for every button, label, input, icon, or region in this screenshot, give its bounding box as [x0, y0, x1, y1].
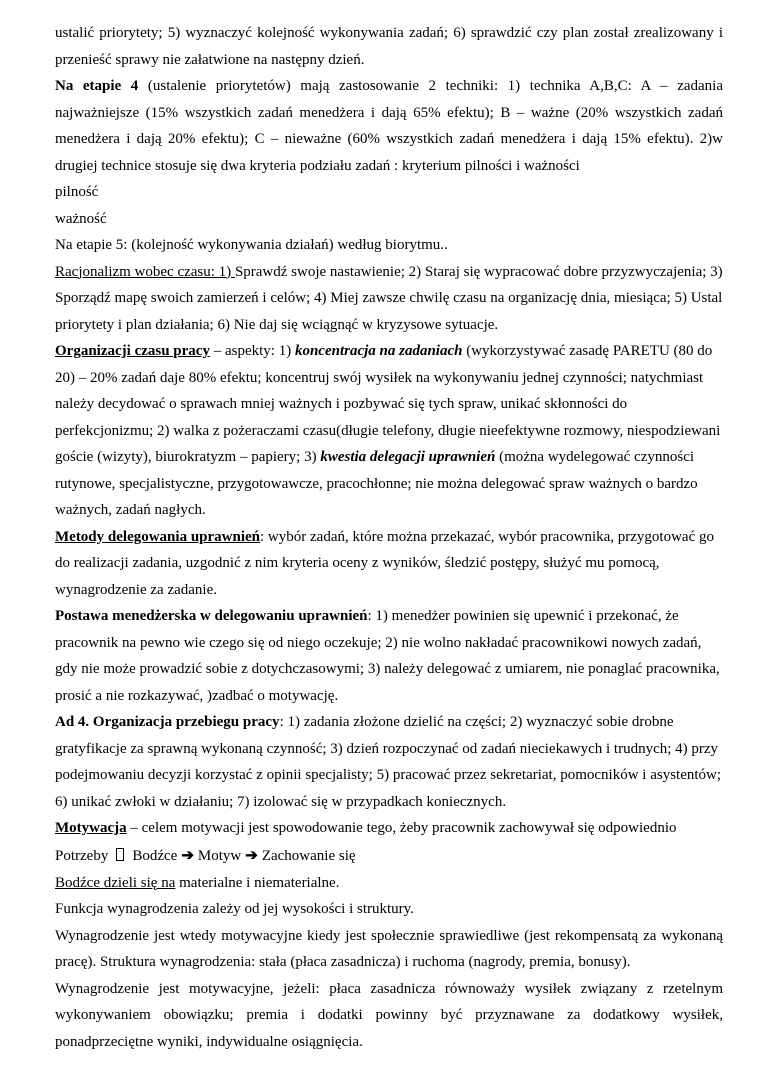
paragraph-managerial-attitude	[55, 603, 723, 709]
right-arrow-icon: ➔	[245, 847, 258, 864]
paragraph-time-rationalism	[55, 259, 723, 339]
stage-4-heading: Na etapie 4	[55, 78, 139, 94]
paragraph-delegation-methods	[55, 524, 723, 604]
paragraph-text: : 1) zadania złożone dzielić na części; 2) wyznaczyć sobie drobne gratyfikacje za sprawną wykonaną czynność; 3) dzień rozpoczynać od zadań nieciekawych i trudnych; 4) przy podejmowaniu decyzji korzystać z opinii specjalisty; 5) pracować przez sekretariat, pomocników i asystentów; 6) unikać zwłoki w działaniu; 7) izolować się w przypadkach koniecznych.	[55, 714, 722, 810]
right-arrow-icon: ➔	[181, 847, 194, 864]
flow-behavior: Zachowanie się	[261, 847, 356, 864]
delegation-methods-heading: Metody delegowania uprawnień	[55, 528, 261, 545]
paragraph-salary-fairness	[55, 923, 723, 976]
paragraph-salary-motivational	[55, 976, 723, 1056]
paragraph-text: ważność	[55, 210, 107, 227]
paragraph-salary-function	[55, 896, 723, 923]
paragraph-text: Na etapie 5: (kolejność wykonywania działań) według biorytmu..	[55, 237, 448, 253]
paragraph-text: materialne i niematerialne.	[175, 874, 340, 891]
paragraph-text: ustalić priorytety; 5) wyznaczyć kolejność wykonywania zadań; 6) sprawdzić czy plan został zrealizowany i przenieść sprawy nie załatwione na następny dzień.	[55, 25, 723, 68]
work-organization-heading: Ad 4. Organizacja przebiegu pracy	[55, 714, 280, 730]
paragraph-stage-4	[55, 73, 723, 179]
document-page	[55, 20, 723, 1055]
paragraph-text: – celem motywacji jest spowodowanie tego, żeby pracownik zachowywał się odpowiednio	[126, 820, 677, 836]
paragraph-text: (ustalenie priorytetów) mają zastosowanie 2 techniki: 1) technika A,B,C: A – zadania najważniejsze (15% wszystkich zadań menedżera i dają 65% efektu); B – ważne (20% wszystkich zadań menedżera i dają 20% efektu); C – nieważne (60% wszystkich zadań menedżera i dają 15% efektu). 2)w drugiej technice stosuje się dwa kryteria podziału zadań : kryterium pilności i ważności	[55, 78, 723, 174]
time-rationalism-heading: Racjonalizm wobec czasu: 1)	[55, 263, 235, 280]
motivation-heading: Motywacja	[55, 820, 127, 836]
paragraph-motivation	[55, 815, 723, 842]
paragraph-importance	[55, 206, 723, 233]
paragraph-work-organization	[55, 709, 723, 815]
paragraph-stimuli-types	[55, 870, 723, 897]
paragraph-time-organization	[55, 338, 723, 524]
flow-stimuli: Bodźce	[132, 847, 178, 864]
paragraph-text: Wynagrodzenie jest motywacyjne, jeżeli: płaca zasadnicza równoważy wysiłek związany z rzetelnym wykonywaniem obowiązku; premia i dodatki powinny być przyznawane za dodatkowy wysiłek, ponadprzeciętne wyniki, indywidualne osiągnięcia.	[55, 980, 723, 1050]
stimuli-types-heading: Bodźce dzieli się na	[55, 874, 176, 891]
paragraph-text: : 1) menedżer powinien się upewnić i przekonać, że pracownik na pewno wie czego się od niego oczekuje; 2) nie wolno nakładać pracownikowi nowych zadań, gdy nie może prowadzić sobie z dotychczasowymi; 3) należy delegować z umiarem, nie ponaglać pracownika, prosić a nie rozkazywać, )zadbać o motywację.	[55, 608, 720, 704]
paragraph-text: Wynagrodzenie jest wtedy motywacyjne kiedy jest społecznie sprawiedliwe (jest rekompensatą za wykonaną pracę). Struktura wynagrodzenia: stała (płaca zasadnicza) i ruchoma (nagrody, premia, bonusy).	[55, 927, 723, 970]
concentration-term: koncentracja na zadaniach	[294, 343, 463, 359]
paragraph-text: (wykorzystywać zasadę PARETU (80 do 20) – 20% zadań daje 80% efektu; koncentruj swój wysiłek na wykonywaniu jednej czynności; natychmiast należy decydować o sprawach mniej ważnych i pozbywać się tych spraw, unikać skłonności do perfekcjonizmu; 2) walka z pożeraczami czasu(długie telefony, długie nieefektywne rozmowy, niespodziewani goście (wizyty), biurokratyzm – papiery; 3)	[55, 343, 721, 465]
delegation-term: kwestia delegacji uprawnień	[320, 449, 496, 465]
paragraph-text: Sprawdź swoje nastawienie; 2) Staraj się wypracować dobre przyzwyczajenia; 3) Sporządź mapę swoich zamierzeń i celów; 4) Miej zawsze chwilę czasu na organizację dnia, miesiąca; 5) Ustal priorytety i plan działania; 6) Nie daj się wciągnąć w kryzysowe sytuacje.	[55, 263, 723, 333]
paragraph-text: – aspekty: 1)	[209, 343, 295, 359]
managerial-attitude-heading: Postawa menedżerska w delegowaniu uprawnień	[55, 608, 368, 624]
paragraph-text: Funkcja wynagrodzenia zależy od jej wysokości i struktury.	[55, 901, 414, 917]
paragraph-text: (można wydelegować czynności rutynowe, specjalistyczne, przygotowawcze, pracochłonne; nie można delegować spraw ważnych o bardzo ważnych, zadań nagłych.	[55, 449, 698, 518]
time-organization-heading: Organizacji czasu pracy	[55, 343, 210, 359]
paragraph-text: pilność	[55, 184, 99, 200]
motivation-flow	[55, 842, 723, 870]
flow-motive: Motyw	[197, 847, 242, 864]
missing-glyph-box-icon	[116, 848, 124, 861]
paragraph-stage-5	[55, 232, 723, 259]
paragraph-urgency	[55, 179, 723, 206]
flow-needs: Potrzeby	[55, 847, 109, 864]
paragraph-text: : wybór zadań, które można przekazać, wybór pracownika, przygotować go do realizacji zadania, uzgodnić z nim kryteria oceny z wyników, śledzić postępy, służyć mu pomocą, wynagrodzenie za zadanie.	[55, 528, 714, 598]
paragraph-priorities-continued	[55, 20, 723, 73]
